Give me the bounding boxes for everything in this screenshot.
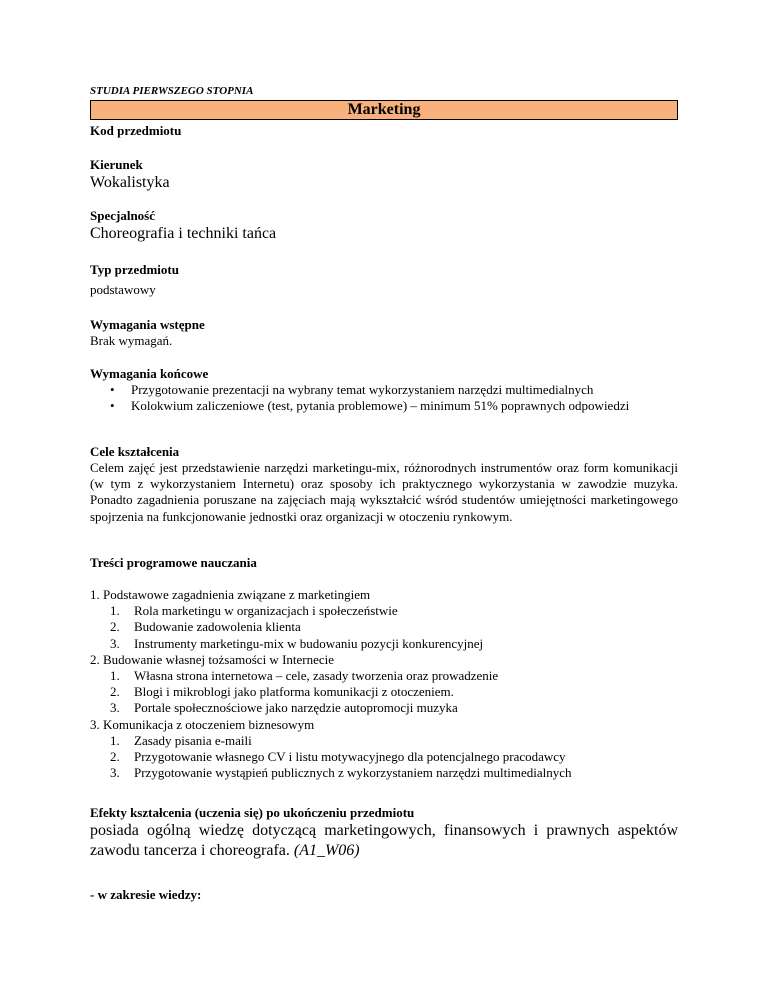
document-page [90, 0, 678, 994]
field-section [90, 157, 678, 193]
bullet-icon: • [110, 382, 115, 397]
subtopic-item: 2. Blogi i mikroblogi jako platforma komunikacji z otoczeniem. [110, 684, 454, 700]
knowledge-section [90, 887, 678, 903]
objectives-section [90, 444, 678, 525]
subtopic-item: 1. Rola marketingu w organizacjach i społeczeństwie [110, 603, 398, 619]
specialty-label: Specjalność [90, 208, 155, 223]
knowledge-label: - w zakresie wiedzy: [90, 887, 202, 902]
subtopic-item: 3. Portale społecznościowe jako narzędzie autopromocji muzyka [110, 700, 458, 716]
final-requirements-section [90, 366, 678, 414]
course-code-label: Kod przedmiotu [90, 123, 182, 138]
list-item: • Kolokwium zaliczeniowe (test, pytania problemowe) – minimum 51% poprawnych odpowiedzi [110, 398, 630, 413]
field-value: Wokalistyka [90, 174, 170, 191]
bullet-icon: • [110, 398, 115, 413]
specialty-value: Choreografia i techniki tańca [90, 225, 277, 242]
topic-title: 1. Podstawowe zagadnienia związane z marketingiem [90, 587, 371, 602]
outcome-code: (A1_W06) [293, 842, 360, 859]
subtopic-item: 1. Zasady pisania e-maili [110, 732, 252, 748]
topic-title: 3. Komunikacja z otoczeniem biznesowym [90, 716, 315, 732]
subtopic-item: 2. Budowanie zadowolenia klienta [110, 619, 301, 635]
prerequisites-value: Brak wymagań. [90, 333, 173, 348]
program-section [90, 555, 678, 571]
prerequisites-section [90, 317, 678, 349]
prerequisites-label: Wymagania wstępne [90, 317, 205, 332]
specialty-section [90, 208, 678, 244]
field-label: Kierunek [90, 157, 143, 172]
program-topics [90, 587, 678, 781]
subtopic-item: 2. Przygotowanie własnego CV i listu motywacyjnego dla potencjalnego pracodawcy [110, 749, 566, 765]
subtopic-item: 1. Własna strona internetowa – cele, zasady tworzenia oraz prowadzenie [110, 668, 499, 684]
learning-outcomes-label: Efekty kształcenia (uczenia się) po ukończeniu przedmiotu [90, 805, 415, 820]
course-title-bar: Marketing [90, 100, 678, 120]
final-requirements-label: Wymagania końcowe [90, 366, 209, 381]
course-code-section [90, 123, 678, 139]
program-label: Treści programowe nauczania [90, 555, 257, 570]
objectives-label: Cele kształcenia [90, 444, 180, 459]
study-level-label: STUDIA PIERWSZEGO STOPNIA [90, 85, 254, 97]
topic-title: 2. Budowanie własnej tożsamości w Internecie [90, 651, 335, 667]
objectives-text: Celem zajęć jest przedstawienie narzędzi marketingu-mix, różnorodnych instrumentów oraz form komunikacji (w tym z wykorzystaniem Internetu) oraz sposoby ich praktycznego wykorzystania w zawodzie muzyka. Ponadto zagadnienia poruszane na zajęciach mają wykształcić wśród studentów umiejętności marketingowego spojrzenia na funkcjonowanie jednostki oraz organizacji w otoczeniu rynkowym. [90, 460, 678, 524]
course-type-label: Typ przedmiotu [90, 262, 179, 277]
learning-outcomes-text: posiada ogólną wiedzę dotyczącą marketingowych, finansowych i prawnych aspektów zawodu tancerza i choreografa. (A1_W06) [90, 822, 678, 859]
subtopic-item: 3. Przygotowanie wystąpień publicznych z wykorzystaniem narzędzi multimedialnych [110, 765, 572, 781]
learning-outcomes-section [90, 805, 678, 861]
list-item: • Przygotowanie prezentacji na wybrany temat wykorzystaniem narzędzi multimedialnych [110, 382, 594, 397]
final-requirements-list [90, 382, 678, 414]
subtopic-item: 3. Instrumenty marketingu-mix w budowaniu pozycji konkurencyjnej [110, 635, 484, 651]
course-type-value: podstawowy [90, 282, 156, 297]
course-type-section [90, 262, 678, 298]
